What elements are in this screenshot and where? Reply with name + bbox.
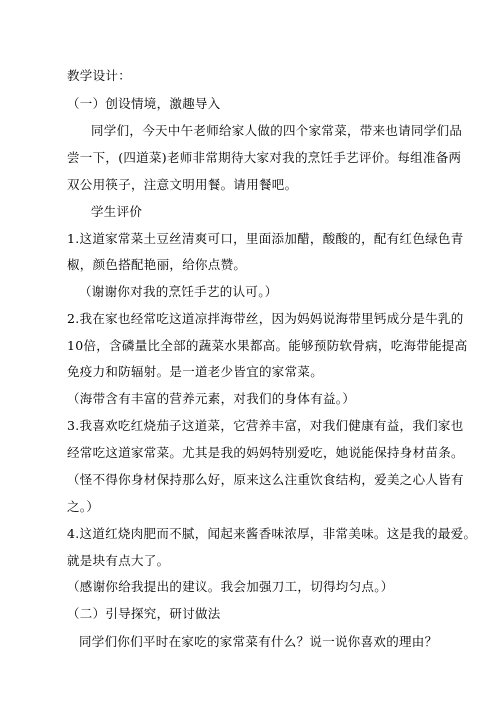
teacher-reply-3-line-1: （怪不得你身材保持那么好，原来这么注重饮食结构，爱美之心人皆有 — [67, 472, 464, 487]
evaluation-2-line-1: 2.我在家也经常吃这道凉拌海带丝，因为妈妈说海带里钙成分是牛乳的 — [67, 311, 464, 326]
evaluation-1-line-2: 椒，颜色搭配艳丽，给你点赞。 — [67, 257, 247, 272]
teacher-reply-4: （感谢你给我提出的建议。我会加强刀工，切得均匀点。） — [67, 579, 394, 594]
intro-paragraph-line-2: 尝一下，(四道菜)老师非常期待大家对我的烹饪手艺评价。每组准备两 — [67, 150, 462, 165]
evaluation-title: 学生评价 — [91, 204, 143, 219]
evaluation-2-line-3: 免疫力和防辐射。是一道老少皆宜的家常菜。 — [67, 364, 324, 379]
evaluation-4-line-1: 4.这道红烧肉肥而不腻，闻起来酱香味浓厚，非常美味。这是我的最爱。 — [67, 526, 477, 541]
evaluation-2-line-2: 10倍，含磷量比全部的蔬菜水果都高。能够预防软骨病，吃海带能提高 — [67, 338, 468, 353]
section-2-question: 同学们你们平时在家吃的家常菜有什么？说一说你喜欢的理由？ — [79, 634, 438, 649]
teacher-reply-3-line-2: 之。） — [67, 499, 100, 514]
section-1-title: （一）创设情境，激趣导入 — [67, 96, 221, 111]
section-2-title: （二）引导探究，研讨做法 — [67, 606, 221, 621]
evaluation-3-line-2: 经常吃这道家常菜。尤其是我的妈妈特别爱吃，她说能保持身材苗条。 — [67, 445, 464, 460]
evaluation-4-line-2: 就是块有点大了。 — [67, 553, 170, 568]
teacher-reply-2: （海带含有丰富的营养元素，对我们的身体有益。） — [67, 391, 356, 406]
intro-paragraph-line-1: 同学们，今天中午老师给家人做的四个家常菜，带来也请同学们品 — [91, 123, 463, 138]
evaluation-3-line-1: 3.我喜欢吃红烧茄子这道菜，它营养丰富，对我们健康有益，我们家也 — [67, 418, 464, 433]
teacher-reply-1: （谢谢你对我的烹饪手艺的认可。） — [79, 284, 278, 299]
intro-paragraph-line-3: 双公用筷子，注意文明用餐。请用餐吧。 — [67, 177, 298, 192]
document-heading: 教学设计： — [67, 68, 132, 83]
evaluation-1-line-1: 1.这道家常菜土豆丝清爽可口，里面添加醋，酸酸的，配有红色绿色青 — [67, 231, 464, 246]
